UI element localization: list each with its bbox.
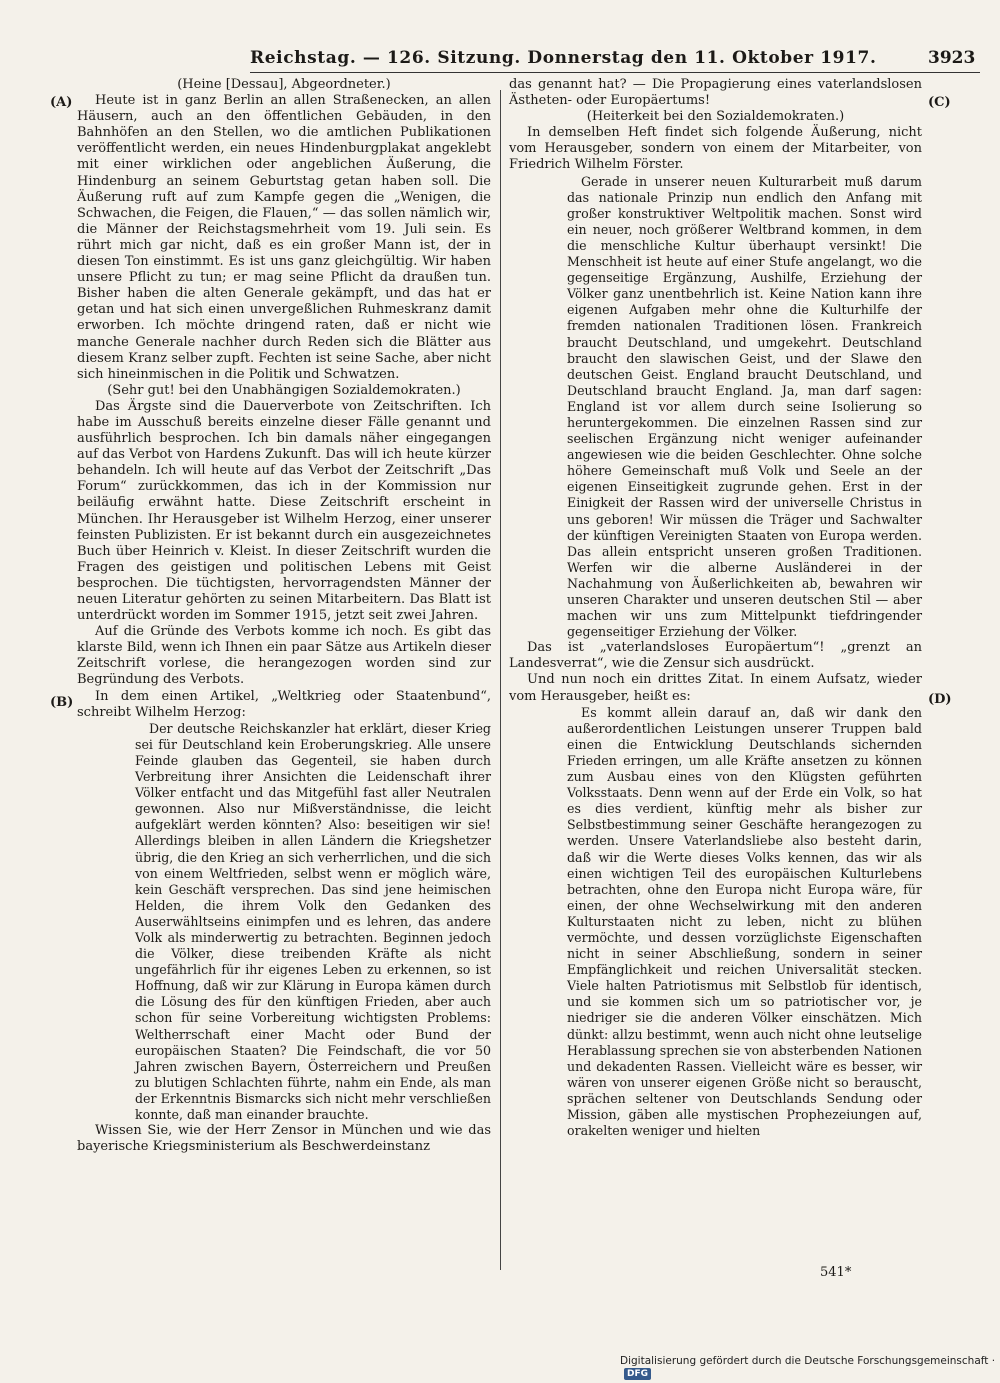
paragraph: In demselben Heft findet sich folgende Äußerung, nicht vom Herausgeber, sondern von einem der Mitarbeiter, von Friedrich Wilhelm Förster. xyxy=(509,125,922,173)
paragraph: Das ist „vaterlandsloses Europäertum“! „grenzt an Landesverrat“, wie die Zensur sich ausdrückt. xyxy=(509,640,922,672)
running-head xyxy=(250,48,980,68)
speaker-note: (Heine [Dessau], Abgeordneter.) xyxy=(177,77,391,92)
dfg-logo: DFG xyxy=(624,1368,651,1380)
block-quote: Der deutsche Reichskanzler hat erklärt, dieser Krieg sei für Deutschland kein Eroberungskrieg. Alle unsere Feinde glauben das Gegenteil, sie haben durch Verbreitung ihrer Ansichten die Leidenschaft ihrer Völker entfacht und das Mitgefühl fast aller Neutralen gewonnen. Also nur Mißverständnisse, die leicht aufgeklärt werden könnten? Also: beseitigen wir sie! Allerdings bleiben in allen Ländern die Kriegshetzer übrig, die den Krieg an sich verherrlichen, und die sich von einem Weltfrieden, selbst wenn er möglich wäre, kein Geschäft versprechen. Das sind jene heimischen Helden, die ihrem Volk den Gedanken des Auserwähltseins einimpfen und es lehren, das andere Volk als minderwertig zu betrachten. Beginnen jedoch die Völker, diese treibenden Kräfte als nicht ungefährlich für ihr eigenes Leben zu erkennen, so ist Hoffnung, daß wir zur Klärung in Europa kämen durch die Lösung des für den künftigen Frieden, aber auch schon für seine Vorbereitung wichtigsten Problems: Weltherrschaft einer Macht oder Bund der europäischen Staaten? Die Feindschaft, die vor 50 Jahren zwischen Bayern, Österreichern und Preußen zu blutigen Schlachten führte, nahm ein Ende, als man der Erkenntnis Bismarcks sich nicht mehr verschließen konnte, daß man einander brauchte. xyxy=(135,720,491,1122)
header-rule xyxy=(250,72,980,73)
paragraph: Und nun noch ein drittes Zitat. In einem Aufsatz, wieder vom Herausgeber, heißt es: xyxy=(509,672,922,704)
column-divider xyxy=(500,90,501,1270)
paragraph: Wissen Sie, wie der Herr Zensor in München und wie das bayerische Kriegsministerium als Beschwerdeinstanz xyxy=(77,1123,491,1155)
page-number: 3923 xyxy=(928,48,976,68)
running-head-title: Reichstag. — 126. Sitzung. Donnerstag den 11. Oktober 1917. xyxy=(250,48,877,68)
paragraph: In dem einen Artikel, „Weltkrieg oder Staatenbund“, schreibt Wilhelm Herzog: xyxy=(77,688,491,720)
signature-mark: 541* xyxy=(820,1265,852,1280)
margin-marker-d: (D) xyxy=(928,692,952,707)
margin-marker-b: (B) xyxy=(50,695,74,710)
left-column xyxy=(77,77,491,1155)
paragraph: Auf die Gründe des Verbots komme ich noch. Es gibt das klarste Bild, wenn ich Ihnen ein paar Sätze aus Artikeln dieser Zeitschrift vorlese, die herangezogen worden sind zur Begründung des Verbots. xyxy=(77,624,491,688)
paragraph: Das Ärgste sind die Dauerverbote von Zeitschriften. Ich habe im Ausschuß bereits einzelne dieser Fälle genannt und ausführlich besprochen. Ich bin damals näher eingegangen auf das Verbot von Hardens Zukunft. Das will ich heute kürzer behandeln. Ich will heute auf das Verbot der Zeitschrift „Das Forum“ zurückkommen, das ich in der Kommission nur beiläufig erwähnt hatte. Diese Zeitschrift erscheint in München. Ihr Herausgeber ist Wilhelm Herzog, einer unserer feinsten Publizisten. Er ist bekannt durch ein ausgezeichnetes Buch über Heinrich v. Kleist. In dieser Zeitschrift wurden die Fragen des geistigen und politischen Lebens mit Geist besprochen. Die tüchtigsten, hervorragendsten Männer der neuen Literatur gehörten zu seinen Mitarbeitern. Das Blatt ist unterdrückt worden im Sommer 1915, jetzt seit zwei Jahren. xyxy=(77,398,491,624)
block-quote: Gerade in unserer neuen Kulturarbeit muß darum das nationale Prinzip nun endlich den Anfang mit großer konstruktiver Weltpolitik machen. Sonst wird ein neuer, noch größerer Weltbrand kommen, in dem die menschliche Kultur überhaupt versinkt! Die Menschheit ist heute auf einer Stufe angelangt, wo die gegenseitige Ergänzung, Aushilfe, Erziehung der Völker ganz unentbehrlich ist. Keine Nation kann ihre eigenen Aufgaben mehr ohne die Kulturhilfe der fremden nationalen Traditionen lösen. Frankreich braucht Deutschland, und umgekehrt. Deutschland braucht den slawischen Geist, und der Slawe den deutschen Geist. England braucht Deutschland, und Deutschland braucht England. Ja, man darf sagen: England ist vor allem durch seine Isolierung so heruntergekommen. Die einzelnen Rassen sind zur seelischen Ergänzung nicht weniger aufeinander angewiesen wie die beiden Geschlechter. Ohne solche höhere Gemeinschaft muß Volk und Seele an der eigenen Einseitigkeit zugrunde gehen. Erst in der Einigkeit der Rassen wird der universelle Christus in uns geboren! Wir müssen die Träger und Sachwalter der künftigen Vereinigten Staaten von Europa werden. Das allein entspricht unseren großen Traditionen. Werfen wir die alberne Ausländerei in der Nachahmung von Äußerlichkeiten ab, bewahren wir unseren Charakter und unseren deutschen Stil — aber machen wir uns zum Mittelpunkt tiefdringender gegenseitiger Erziehung der Völker. xyxy=(567,173,922,640)
margin-marker-a: (A) xyxy=(50,95,73,110)
paragraph: das genannt hat? — Die Propagierung eines vaterlandslosen Ästheten- oder Europäertums! xyxy=(509,77,922,109)
block-quote: Es kommt allein darauf an, daß wir dank den außerordentlichen Leistungen unserer Truppen bald einen die Entwicklung Deutschlands sichernden Frieden erringen, um alle Kräfte ansetzen zu können zum Ausbau eines von den Klügsten geführten Volksstaats. Denn wenn auf der Erde ein Volk, so hat es dies verdient, künftig mehr als bisher zur Selbstbestimmung seiner Geschäfte herangezogen zu werden. Unsere Vaterlandsliebe also besteht darin, daß wir die Werte dieses Volks kennen, das wir als einen wichtigen Teil des europäischen Kulturlebens betrachten, ohne den Europa nicht Europa wäre, für einen, der ohne Wechselwirkung mit den anderen Kulturstaaten nicht zu leben, nicht zu blühen vermöchte, und dessen vorzüglichste Eigenschaften nicht in seiner Abschließung, sondern in seiner Empfänglichkeit und reichen Universalität stecken. Viele halten Patriotismus mit Selbstlob für identisch, und sie kommen sich um so patriotischer vor, je niedriger sie die anderen Völker einschätzen. Mich dünkt: allzu bestimmt, wenn auch nicht ohne leutselige Herablassung sprechen sie von absterbenden Nationen und dekadenten Rassen. Vielleicht wäre es besser, wir wären von unserer eigenen Größe nicht so berauscht, sprächen seltener von Deutschlands Sendung oder Mission, gäben alle mystischen Prophezeiungen auf, orakelten weniger und hielten xyxy=(567,704,922,1139)
digitization-credit xyxy=(620,1355,1000,1380)
interjection: (Heiterkeit bei den Sozialdemokraten.) xyxy=(586,109,845,125)
margin-marker-c: (C) xyxy=(928,95,951,110)
paragraph: Heute ist in ganz Berlin an allen Straßenecken, an allen Häusern, auch an den öffentlichen Gebäuden, in den Bahnhöfen an den Stellen, wo die amtlichen Publikationen veröffentlicht werden, ein neues Hindenburgplakat angeklebt mit einer wirklichen oder angeblichen Äußerung, die Hindenburg an seinem Geburtstag getan haben soll. Die Äußerung ruft auf zum Kampfe gegen die „Wenigen, die Schwachen, die Feigen, die Flauen,“ — das sollen nämlich wir, die Männer der Reichstagsmehrheit vom 19. Juli sein. Es rührt mich gar nicht, daß es ein großer Mann ist, der in diesen Ton einstimmt. Es ist uns ganz gleichgültig. Wir haben unsere Pflicht zu tun; er mag seine Pflicht da draußen tun. Bisher haben die alten Generale gekämpft, und das hat er getan und hat sich einen unvergeßlichen Ruhmeskranz damit erworben. Ich möchte dringend raten, daß er nicht wie manche Generale nachher durch Reden sich die Blätter aus diesem Kranz selber zupft. Fechten ist seine Sache, aber nicht sich hineinmischen in die Politik und Schwatzen. xyxy=(77,93,491,382)
credit-text: Digitalisierung gefördert durch die Deutsche Forschungsgemeinschaft · xyxy=(620,1355,996,1367)
right-column xyxy=(509,77,922,1139)
interjection: (Sehr gut! bei den Unabhängigen Sozialdemokraten.) xyxy=(107,382,461,398)
